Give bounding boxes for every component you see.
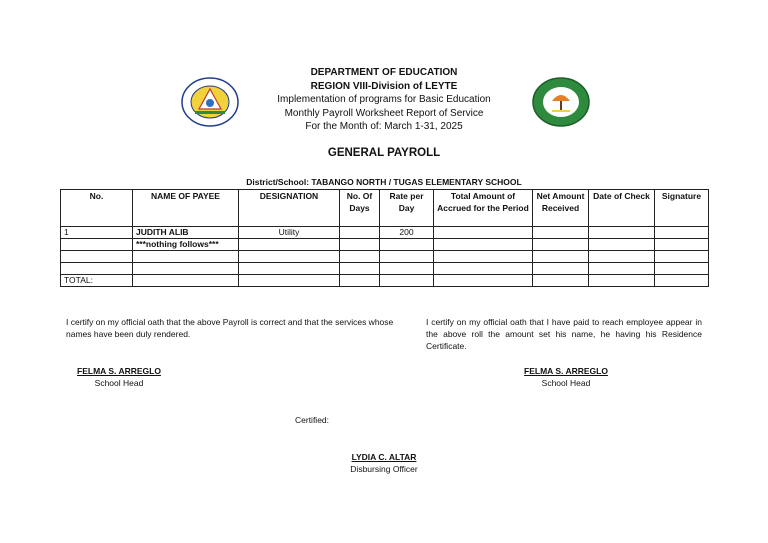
col-header-designation: DESIGNATION [239,190,340,227]
table-cell [434,239,533,251]
table-cell [380,251,434,263]
certification-left: I certify on my official oath that the above Payroll is correct and that the services whose names have been duly rendered. [66,317,394,339]
col-header-date-check: Date of Check [589,190,655,227]
col-header-name: NAME OF PAYEE [133,190,239,227]
program-line: Implementation of programs for Basic Education [277,94,491,105]
signatory-left-name: FELMA S. ARREGLO [77,366,161,376]
col-header-no: No. [61,190,133,227]
table-cell [434,263,533,275]
col-header-days: No. Of Days [340,190,380,227]
payroll-table [60,189,709,287]
col-header-rate: Rate per Day [380,190,434,227]
table-cell [239,239,340,251]
table-cell [589,239,655,251]
table-cell [589,227,655,239]
signatory-left-title: School Head [94,378,144,388]
total-row [61,275,709,287]
certification-right: I certify on my official oath that I have paid to reach employee appear in the above roll the amount set his name, he having his Residence Certificate. [426,317,702,351]
table-cell [239,263,340,275]
table-cell [533,227,589,239]
table-cell [655,239,709,251]
table-cell [239,251,340,263]
signatory-right-title: School Head [541,378,591,388]
table-cell [340,227,380,239]
table-row [61,239,709,251]
table-cell: 1 [61,227,133,239]
payroll-title: GENERAL PAYROLL [327,147,441,159]
table-row [61,251,709,263]
table-cell [655,263,709,275]
table-cell [380,263,434,275]
signatory-left [66,365,172,389]
month-line: For the Month of: March 1-31, 2025 [305,121,463,132]
table-cell [133,251,239,263]
table-cell [655,227,709,239]
table-cell [533,251,589,263]
table-cell [380,239,434,251]
district-school: District/School: TABANGO NORTH / TUGAS ELEMENTARY SCHOOL [246,177,522,187]
table-cell [434,251,533,263]
table-cell: JUDITH ALIB [133,227,239,239]
signatory-right [513,365,619,389]
table-cell [340,263,380,275]
table-cell [533,275,589,287]
table-cell [61,239,133,251]
table-cell [340,251,380,263]
signatory-bottom [324,451,444,475]
table-header-row [61,190,709,227]
table-cell [434,227,533,239]
col-header-net-amount: Net Amount Received [533,190,589,227]
total-label: TOTAL: [61,275,133,287]
table-cell [589,275,655,287]
table-cell: Utility [239,227,340,239]
table-cell [340,239,380,251]
table-cell [133,275,239,287]
table-cell [380,275,434,287]
table-cell [589,263,655,275]
certified-label: Certified: [295,415,330,425]
table-cell [589,251,655,263]
table-cell [61,251,133,263]
col-header-total-amount: Total Amount of Accrued for the Period [434,190,533,227]
table-cell [239,275,340,287]
agency-header [0,66,768,134]
table-cell [133,263,239,275]
region-division: REGION VIII-Division of LEYTE [310,80,458,92]
table-cell: 200 [380,227,434,239]
signatory-right-name: FELMA S. ARREGLO [524,366,608,376]
table-cell [61,263,133,275]
table-cell [655,251,709,263]
table-cell [533,263,589,275]
table-cell [340,275,380,287]
table-cell [533,239,589,251]
disbursing-officer-name: LYDIA C. ALTAR [351,452,417,462]
table-cell [434,275,533,287]
report-line: Monthly Payroll Worksheet Report of Service [284,107,484,119]
table-row [61,227,709,239]
nothing-follows-marker: ***nothing follows*** [133,239,239,251]
table-cell [655,275,709,287]
department-title: DEPARTMENT OF EDUCATION [310,67,458,78]
disbursing-officer-title: Disbursing Officer [350,464,418,474]
table-row [61,263,709,275]
col-header-signature: Signature [655,190,709,227]
